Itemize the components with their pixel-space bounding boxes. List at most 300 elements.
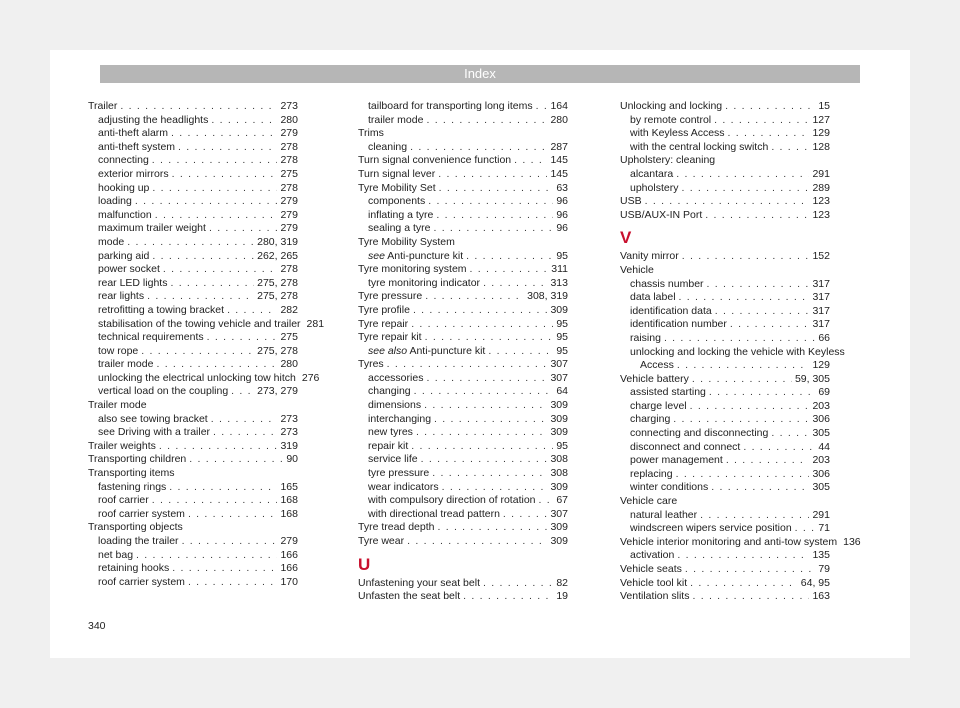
page-reference: 59, 305 <box>794 372 830 385</box>
page-reference: 287 <box>550 140 568 153</box>
leader-dots <box>424 399 547 413</box>
index-entry <box>88 481 298 495</box>
page-reference: 19 <box>556 590 568 603</box>
page-reference: 278 <box>280 154 298 167</box>
page-reference: 63 <box>556 181 568 194</box>
leader-dots <box>725 100 815 114</box>
entry-label: with compulsory direction of rotation <box>368 494 536 507</box>
leader-dots <box>645 195 810 209</box>
page-reference: 166 <box>280 548 298 561</box>
index-entry <box>620 359 830 373</box>
entry-label <box>368 250 463 264</box>
see-reference: see <box>368 249 385 262</box>
leader-dots <box>211 114 277 128</box>
page-reference: 313 <box>550 276 568 289</box>
entry-label: alcantara <box>630 167 674 180</box>
leader-dots <box>182 535 278 549</box>
index-column-2 <box>358 100 568 604</box>
entry-label: retaining hooks <box>98 562 170 575</box>
entry-label: Tyre Mobility Set <box>358 181 436 194</box>
index-entry <box>358 195 568 209</box>
leader-dots <box>690 400 810 414</box>
index-entry <box>358 114 568 128</box>
page-reference: 44 <box>818 440 830 453</box>
entry-label: by remote control <box>630 113 712 126</box>
leader-dots <box>700 509 809 523</box>
index-entry <box>88 549 298 563</box>
page-reference: 305 <box>812 427 830 440</box>
entry-label: service life <box>368 453 418 466</box>
entry-label: Tyre repair <box>358 317 409 330</box>
leader-dots <box>413 304 548 318</box>
page-reference: 96 <box>556 195 568 208</box>
entry-label: cleaning <box>368 140 408 153</box>
page-reference: 95 <box>556 249 568 262</box>
page-reference: 96 <box>556 208 568 221</box>
page-reference: 306 <box>812 467 830 480</box>
leader-dots <box>692 590 809 604</box>
index-entry <box>88 494 298 508</box>
index-letter-heading: U <box>358 554 371 574</box>
index-entry <box>620 441 830 455</box>
entry-label: with directional tread pattern <box>368 507 500 520</box>
index-entry <box>88 426 298 440</box>
page-reference: 129 <box>812 127 830 140</box>
leader-dots <box>709 386 815 400</box>
page-reference: 152 <box>812 250 830 263</box>
leader-dots <box>728 127 810 141</box>
page-reference: 275, 278 <box>257 276 298 289</box>
leader-dots <box>743 441 815 455</box>
leader-dots <box>152 154 278 168</box>
entry-label: natural leather <box>630 508 698 521</box>
entry-label: chassis number <box>630 277 704 290</box>
leader-dots <box>425 331 554 345</box>
entry-label: dimensions <box>368 399 422 412</box>
leader-dots <box>213 426 277 440</box>
entry-label: Vehicle seats <box>620 563 682 575</box>
leader-dots <box>172 562 277 576</box>
leader-dots <box>685 563 815 577</box>
page-reference: 123 <box>812 208 830 221</box>
page-reference: 203 <box>812 454 830 467</box>
leader-dots <box>437 521 547 535</box>
leader-dots <box>189 453 283 467</box>
leader-dots <box>207 331 278 345</box>
page-reference: 307 <box>550 371 568 384</box>
leader-dots <box>159 440 278 454</box>
entry-label: retrofitting a towing bracket <box>98 303 225 316</box>
index-entry <box>88 182 298 196</box>
entry-label: raising <box>630 331 661 344</box>
index-entry <box>620 209 830 223</box>
entry-label: Vehicle battery <box>620 372 689 385</box>
leader-dots <box>178 141 277 155</box>
entry-label: with Keyless Access <box>630 127 725 140</box>
page-reference: 278 <box>280 140 298 153</box>
entry-label: changing <box>368 385 411 398</box>
index-entry <box>358 182 568 196</box>
page-reference: 145 <box>550 167 568 180</box>
index-entry <box>358 372 568 386</box>
page-reference: 164 <box>550 100 568 112</box>
page-reference: 282 <box>280 303 298 316</box>
page-reference: 90 <box>286 453 298 466</box>
entry-label: power management <box>630 454 723 467</box>
page-reference: 317 <box>812 318 830 331</box>
page-reference: 317 <box>812 291 830 304</box>
entry-label: Unlocking and locking <box>620 100 723 112</box>
index-entry <box>358 385 568 399</box>
leader-dots <box>692 373 792 387</box>
index-entry <box>88 562 298 576</box>
page-reference: 136 <box>843 535 861 548</box>
index-heading: Trims <box>358 127 384 140</box>
entry-label: loading the trailer <box>98 535 179 547</box>
leader-dots <box>436 209 553 223</box>
index-entry <box>88 371 320 386</box>
page-reference: 273, 279 <box>257 385 298 398</box>
index-entry <box>620 332 830 346</box>
index-entry <box>88 385 298 399</box>
page-reference: 308, 319 <box>527 290 568 303</box>
page-reference: 64, 95 <box>800 576 830 589</box>
entry-label: connecting <box>98 154 149 167</box>
entry-label: mode <box>98 235 125 248</box>
index-entry <box>88 168 298 182</box>
entry-label: unlocking the electrical unlocking tow hitch <box>98 371 296 384</box>
index-entry <box>358 521 568 535</box>
leader-dots <box>411 440 553 454</box>
leader-dots <box>503 508 548 522</box>
entry-label: identification number <box>630 318 727 331</box>
page-reference: 163 <box>812 590 830 603</box>
index-entry <box>620 577 830 591</box>
page-reference: 123 <box>812 195 830 208</box>
entry-label: rear LED lights <box>98 276 168 289</box>
page-reference: 273 <box>280 426 298 439</box>
index-entry <box>620 563 830 577</box>
index-entry <box>88 209 298 223</box>
entry-label: Unfastening your seat belt <box>358 576 480 589</box>
index-entry <box>88 576 298 590</box>
leader-dots <box>711 481 809 495</box>
index-entry <box>620 509 830 523</box>
page-reference: 273 <box>280 412 298 425</box>
index-entry <box>88 263 298 277</box>
leader-dots <box>681 182 809 196</box>
index-entry <box>88 154 298 168</box>
entry-label: tow rope <box>98 344 139 357</box>
entry-label: data label <box>630 291 676 304</box>
leader-dots <box>705 209 809 223</box>
index-entry <box>358 426 568 440</box>
leader-dots <box>673 413 809 427</box>
page-reference: 15 <box>818 100 830 112</box>
index-entry <box>88 290 298 304</box>
index-entry <box>358 331 568 345</box>
index-entry <box>620 454 830 468</box>
entry-label: Transporting children <box>88 453 187 466</box>
index-heading: Tyre Mobility System <box>358 235 455 248</box>
page-reference: 203 <box>812 399 830 412</box>
entry-label: activation <box>630 549 675 562</box>
page-reference: 317 <box>812 277 830 290</box>
leader-dots <box>135 195 278 209</box>
index-entry <box>620 413 830 427</box>
index-entry <box>620 100 830 114</box>
index-entry <box>358 277 568 291</box>
entry-label: maximum trailer weight <box>98 222 206 235</box>
page-reference: 127 <box>812 113 830 126</box>
entry-label: stabilisation of the towing vehicle and trailer <box>98 317 301 330</box>
see-reference: see also <box>368 344 408 357</box>
page-reference: 309 <box>550 535 568 547</box>
index-entry <box>358 535 568 549</box>
page-reference: 309 <box>550 426 568 439</box>
index-heading: Transporting objects <box>88 521 183 534</box>
leader-dots <box>227 304 277 318</box>
page-reference: 95 <box>556 331 568 344</box>
page-reference: 279 <box>280 222 298 235</box>
entry-label: with the central locking switch <box>630 140 769 153</box>
page-reference: 280 <box>280 113 298 126</box>
index-entry <box>88 195 298 209</box>
entry-label: loading <box>98 195 132 208</box>
page-reference: 168 <box>280 507 298 520</box>
leader-dots <box>676 168 809 182</box>
leader-dots <box>432 467 547 481</box>
entry-label: tyre monitoring indicator <box>368 276 481 289</box>
index-entry <box>620 318 830 332</box>
index-entry <box>358 345 568 359</box>
index-entry <box>358 440 568 454</box>
page-reference: 275, 278 <box>257 344 298 357</box>
page-reference: 168 <box>280 494 298 507</box>
entry-label: Tyre profile <box>358 303 410 316</box>
leader-dots <box>407 535 547 549</box>
page-reference: 262, 265 <box>257 249 298 262</box>
index-entry <box>88 236 298 250</box>
leader-dots <box>439 182 554 196</box>
entry-label: Tyre pressure <box>358 290 423 303</box>
entry-label: sealing a tyre <box>368 222 431 235</box>
page-reference: 95 <box>556 439 568 452</box>
page-reference: 308 <box>550 453 568 466</box>
index-entry <box>358 168 568 182</box>
leader-dots <box>414 385 554 399</box>
entry-label: malfunction <box>98 208 152 221</box>
entry-label: Vehicle interior monitoring and anti-tow system <box>620 535 838 548</box>
index-entry <box>358 413 568 427</box>
entry-label: identification data <box>630 304 712 317</box>
index-entry <box>620 535 861 550</box>
page-reference: 166 <box>280 562 298 575</box>
entry-label: vertical load on the coupling <box>98 385 229 398</box>
page-reference: 64 <box>556 385 568 398</box>
entry-label: parking aid <box>98 249 150 262</box>
index-entry <box>358 453 568 467</box>
page-reference: 279 <box>280 535 298 547</box>
index-entry <box>620 168 830 182</box>
entry-label: Tyre tread depth <box>358 521 435 534</box>
leader-dots <box>387 358 548 372</box>
page-reference: 311 <box>551 263 568 276</box>
index-entry <box>620 590 830 604</box>
index-entry <box>358 467 568 481</box>
index-entry <box>620 522 830 536</box>
entry-label: charging <box>630 413 671 426</box>
index-entry <box>358 263 568 277</box>
leader-dots <box>231 385 254 399</box>
leader-dots <box>120 100 277 114</box>
page-reference: 309 <box>550 399 568 412</box>
leader-dots <box>425 290 524 304</box>
entry-label: inflating a tyre <box>368 208 434 221</box>
entry-label: roof carrier <box>98 494 149 507</box>
leader-dots <box>470 263 549 277</box>
index-entry <box>358 209 568 223</box>
index-entry <box>88 440 298 454</box>
leader-dots <box>677 549 809 563</box>
entry-label: fastening rings <box>98 480 167 493</box>
page-reference: 280, 319 <box>257 235 298 248</box>
index-entry <box>620 481 830 495</box>
leader-dots <box>679 291 810 305</box>
entry-label: Tyre wear <box>358 535 405 547</box>
index-entry <box>88 114 298 128</box>
page-reference: 275 <box>280 167 298 180</box>
index-entry <box>358 250 568 264</box>
leader-dots <box>664 332 815 346</box>
entry-label: anti-theft system <box>98 140 176 153</box>
entry-label: power socket <box>98 263 160 276</box>
index-entry <box>620 127 830 141</box>
index-entry <box>358 141 568 155</box>
entry-label: Unfasten the seat belt <box>358 590 461 603</box>
leader-dots <box>442 481 548 495</box>
leader-dots <box>438 168 547 182</box>
leader-dots <box>483 277 547 291</box>
index-heading: unlocking and locking the vehicle with Keyless <box>630 345 845 358</box>
index-entry <box>620 250 830 264</box>
leader-dots <box>466 250 553 264</box>
entry-label: Trailer <box>88 100 118 112</box>
page-reference: 276 <box>301 371 320 384</box>
entry-label: wear indicators <box>368 480 439 493</box>
index-entry <box>88 100 298 114</box>
leader-dots <box>428 195 553 209</box>
page-reference: 291 <box>812 508 830 521</box>
index-entry <box>88 331 298 345</box>
index-page <box>50 50 910 658</box>
entry-label: Tyre monitoring system <box>358 263 467 276</box>
leader-dots <box>514 154 547 168</box>
entry-label: Vanity mirror <box>620 250 679 263</box>
page-reference: 79 <box>818 563 830 575</box>
leader-dots <box>677 359 810 373</box>
page-reference: 279 <box>280 127 298 140</box>
index-letter-heading: V <box>620 228 632 248</box>
leader-dots <box>188 508 278 522</box>
leader-dots <box>726 454 810 468</box>
leader-dots <box>152 182 277 196</box>
index-entry <box>620 182 830 196</box>
index-heading: Vehicle care <box>620 495 678 508</box>
entry-label: trailer mode <box>98 358 154 371</box>
page-reference: 96 <box>556 222 568 235</box>
page-reference: 305 <box>812 481 830 494</box>
index-entry <box>88 453 298 467</box>
leader-dots <box>714 114 809 128</box>
index-entry <box>88 141 298 155</box>
see-target: Anti-puncture kit <box>387 249 464 262</box>
index-entry <box>358 100 568 114</box>
index-entry <box>358 318 568 332</box>
entry-label: replacing <box>630 467 673 480</box>
leader-dots <box>539 494 554 508</box>
page-reference: 309 <box>550 412 568 425</box>
page-reference: 67 <box>556 494 568 507</box>
page-reference: 309 <box>550 480 568 493</box>
index-entry <box>358 304 568 318</box>
index-entry <box>88 508 298 522</box>
page-reference: 170 <box>280 575 298 588</box>
entry-label: windscreen wipers service position <box>630 522 792 535</box>
leader-dots <box>416 426 548 440</box>
leader-dots <box>209 222 278 236</box>
leader-dots <box>141 345 254 359</box>
index-entry <box>358 154 568 168</box>
index-heading: Upholstery: cleaning <box>620 154 716 167</box>
leader-dots <box>771 427 809 441</box>
leader-dots <box>411 318 553 332</box>
entry-label: also see towing bracket <box>98 412 208 425</box>
entry-label: Turn signal convenience function <box>358 154 512 167</box>
page-reference: 95 <box>556 317 568 330</box>
entry-label: see Driving with a trailer <box>98 426 211 439</box>
entry-label <box>368 345 485 359</box>
page-reference: 309 <box>550 303 568 316</box>
index-entry <box>358 222 568 236</box>
entry-label: exterior mirrors <box>98 167 169 180</box>
page-reference: 135 <box>812 549 830 562</box>
page-reference: 128 <box>812 140 830 153</box>
entry-label: Tyre repair kit <box>358 331 422 344</box>
index-entry <box>620 114 830 128</box>
index-entry <box>358 290 568 304</box>
leader-dots <box>536 100 548 114</box>
entry-label: hooking up <box>98 181 150 194</box>
page-reference: 278 <box>280 181 298 194</box>
page-reference: 308 <box>550 467 568 480</box>
leader-dots <box>163 263 278 277</box>
page-reference: 280 <box>280 358 298 371</box>
entry-label: upholstery <box>630 181 679 194</box>
leader-dots <box>483 577 553 591</box>
entry-label: connecting and disconnecting <box>630 427 769 440</box>
entry-label: winter conditions <box>630 481 709 494</box>
leader-dots <box>136 549 277 563</box>
see-target: Anti-puncture kit <box>409 344 486 357</box>
leader-dots <box>171 127 277 141</box>
index-entry <box>88 317 325 332</box>
entry-label: repair kit <box>368 439 409 452</box>
leader-dots <box>463 590 553 604</box>
page-reference: 279 <box>280 195 298 208</box>
index-heading: Transporting items <box>88 467 175 480</box>
index-entry <box>88 250 298 264</box>
